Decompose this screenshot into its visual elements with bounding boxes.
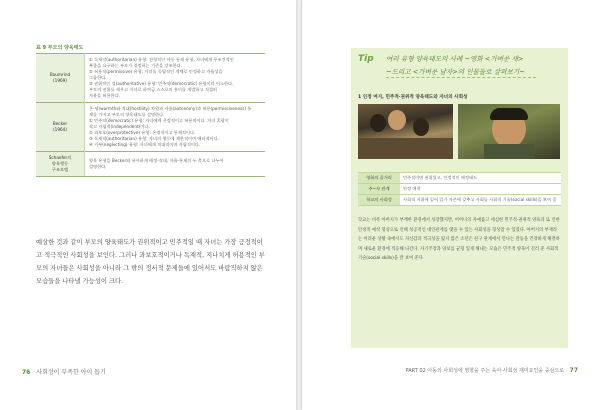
- style-description-cell: [85, 103, 266, 152]
- description-line: 그룹한다.: [89, 75, 107, 80]
- person-figure: [370, 114, 386, 132]
- description-line: ① 독재적(authoritarian) 유형: 전형적인 아동 통제 유형, 자녀에게 무조건적인: [89, 57, 234, 62]
- left-body-text: 예상한 것과 같이 부모의 양육태도가 권위적이고 민주적일 때 자녀는 가장 긍정적이고 적극적인 사회성을 보인다. 그러나 과보호적이거나 독재적, 지나치게 허용적인 부모의 자녀들은 사회성을 아니라 그 밖의 정서적 문제들에 있어서도 바람직하지 않은 모습들을 나타낼 가능성이 크다.: [36, 239, 265, 285]
- info-value-cell: 안정 애착: [400, 184, 561, 195]
- left-page-number: 76: [22, 369, 31, 376]
- tip-heading-line-1: 여러 유형 양육태도의 사례 ~영화 <가벼운 새>: [386, 55, 524, 63]
- right-page: [302, 0, 600, 410]
- tip-header: [358, 52, 563, 90]
- description-line: ④ 거부(neglecting) 유형: 자녀에게 적대적이며 자립적이다.: [89, 142, 201, 147]
- style-theorist-cell: Becker (1964): [36, 103, 85, 152]
- description-line: ③ 권위적인 성(authoritative) 유형: 민주적(democratic) 유형이라 이소한다.: [89, 81, 234, 86]
- description-line: ③ 독재적(authoritarian) 유형: 자녀의 행동에 제한적이며 애타적이다.: [89, 136, 219, 141]
- description-line: 설명한다.: [89, 164, 107, 169]
- description-line: 제를 가지고 부모의 양육태도를 설명한다.: [89, 112, 165, 117]
- description-line: 양육 유형을 Becker와 유사하게 애정-적대, 자율-통제의 두 축으로 나누어: [89, 158, 224, 163]
- left-page: [0, 0, 298, 410]
- table-row: [358, 195, 561, 206]
- description-line: 부모의 권위를 세우고 자녀로 하여금 스스로의 흥미를 계발하고 적절히: [89, 87, 217, 92]
- table-row: [36, 103, 265, 152]
- description-line: 복종을 요구하는 부모가 결정하는 기준을 강조한다.: [89, 63, 182, 68]
- right-footer: [406, 367, 578, 374]
- movie-info-table: [358, 172, 561, 206]
- description-line: ② 과보호(overprotective) 유형: 온정적이고 통제적이다.: [89, 130, 196, 135]
- style-theorist-cell: Baumrind (1969): [36, 54, 85, 103]
- boy-hair: [490, 108, 528, 120]
- style-description-cell: [85, 152, 266, 177]
- movie-still-left: [358, 104, 453, 159]
- table-caption: 표 9 부모의 양육태도: [36, 45, 84, 51]
- description-line: 작고 자립적(independent)이다.: [89, 124, 150, 129]
- right-page-number: 77: [569, 367, 578, 374]
- info-key-cell: 영화의 줄거리: [358, 173, 400, 184]
- movie-section-title: 1 인정 여지, 민주적·권위적 양육태도와 자녀의 사회성: [358, 95, 468, 100]
- info-value-cell: 사회적 지위에 있어 있가 자존에 갖추고 사회를 사회적 기술(social skills)을 보여 줌: [400, 195, 561, 206]
- boy-shirt: [484, 144, 534, 159]
- parenting-styles-table: [36, 53, 265, 177]
- table-row: [36, 54, 265, 103]
- info-key-cell: 주~자 관계: [358, 184, 400, 195]
- style-description-cell: [85, 54, 266, 103]
- tip-heading-underline: [386, 77, 536, 78]
- style-theorist-cell: Schaefer의 양육행동 구조모델: [36, 152, 85, 177]
- left-footer: [22, 367, 106, 376]
- person-figure: [413, 118, 429, 136]
- left-footer-title: 사회성이 부족한 아이 돕기: [36, 369, 106, 376]
- info-value-cell: 민주적이면 권위있고, 인정적인 애정태도: [400, 173, 561, 184]
- person-figure: [388, 110, 406, 130]
- tip-box: [351, 48, 568, 348]
- description-line: ① 민주적(democratic) 유형: 자녀에게 온정적이고 허용적이다. 자녀 혹평이: [89, 118, 229, 123]
- table-row: [36, 152, 265, 177]
- description-line: 자율을 허용한다.: [89, 93, 120, 98]
- table-surface: [358, 138, 453, 159]
- table-row: [358, 184, 561, 195]
- info-key-cell: 학교의 사회성: [358, 195, 400, 206]
- tip-label: Tip: [358, 54, 374, 64]
- table-row: [358, 173, 561, 184]
- tip-body-text: 학교는 비록 아버지가 부재한 환경에서 성장했지만, 어머니의 자애롭고 세심한 민주적·권위적 양육과 또 인한 안정적 애착 형성으로 인해 성공적인 대인관계를 맺을 수 있는 사회성을 형성할 수 있었다. 아버지의 부재라는 어려운 상황 속에서도 자신감과 적극성을 잃지 않은 소년은 친구 관계에서 만나는 갈등을 건강하게 해결하며 새로운 환경에 적응해 나간다. 자기주장과 양보를 균형 있게 해내는 모습은 민주적 양육이 길러 준 사회적 기술(social skills)을 잘 보여 준다.: [358, 218, 560, 262]
- description-line: 온-냉(warmth와 적대(hostility) 차원과 자율(autonomy)과 허용(permissiveness) 통: [89, 106, 252, 111]
- movie-still-right: [458, 104, 560, 159]
- description-line: ② 허용적(permissive) 유형: 자녀를 독립적인 개체로 인정하고 자율성을: [89, 69, 223, 74]
- right-footer-part: PART 02 아동의 사회성에 영향을 주는 육아·사회성 재미요인을 중심으로: [405, 368, 565, 374]
- tip-heading-line-2: ~드리고 <가벼운 남자>의 인물들로 살펴보기~: [386, 68, 525, 76]
